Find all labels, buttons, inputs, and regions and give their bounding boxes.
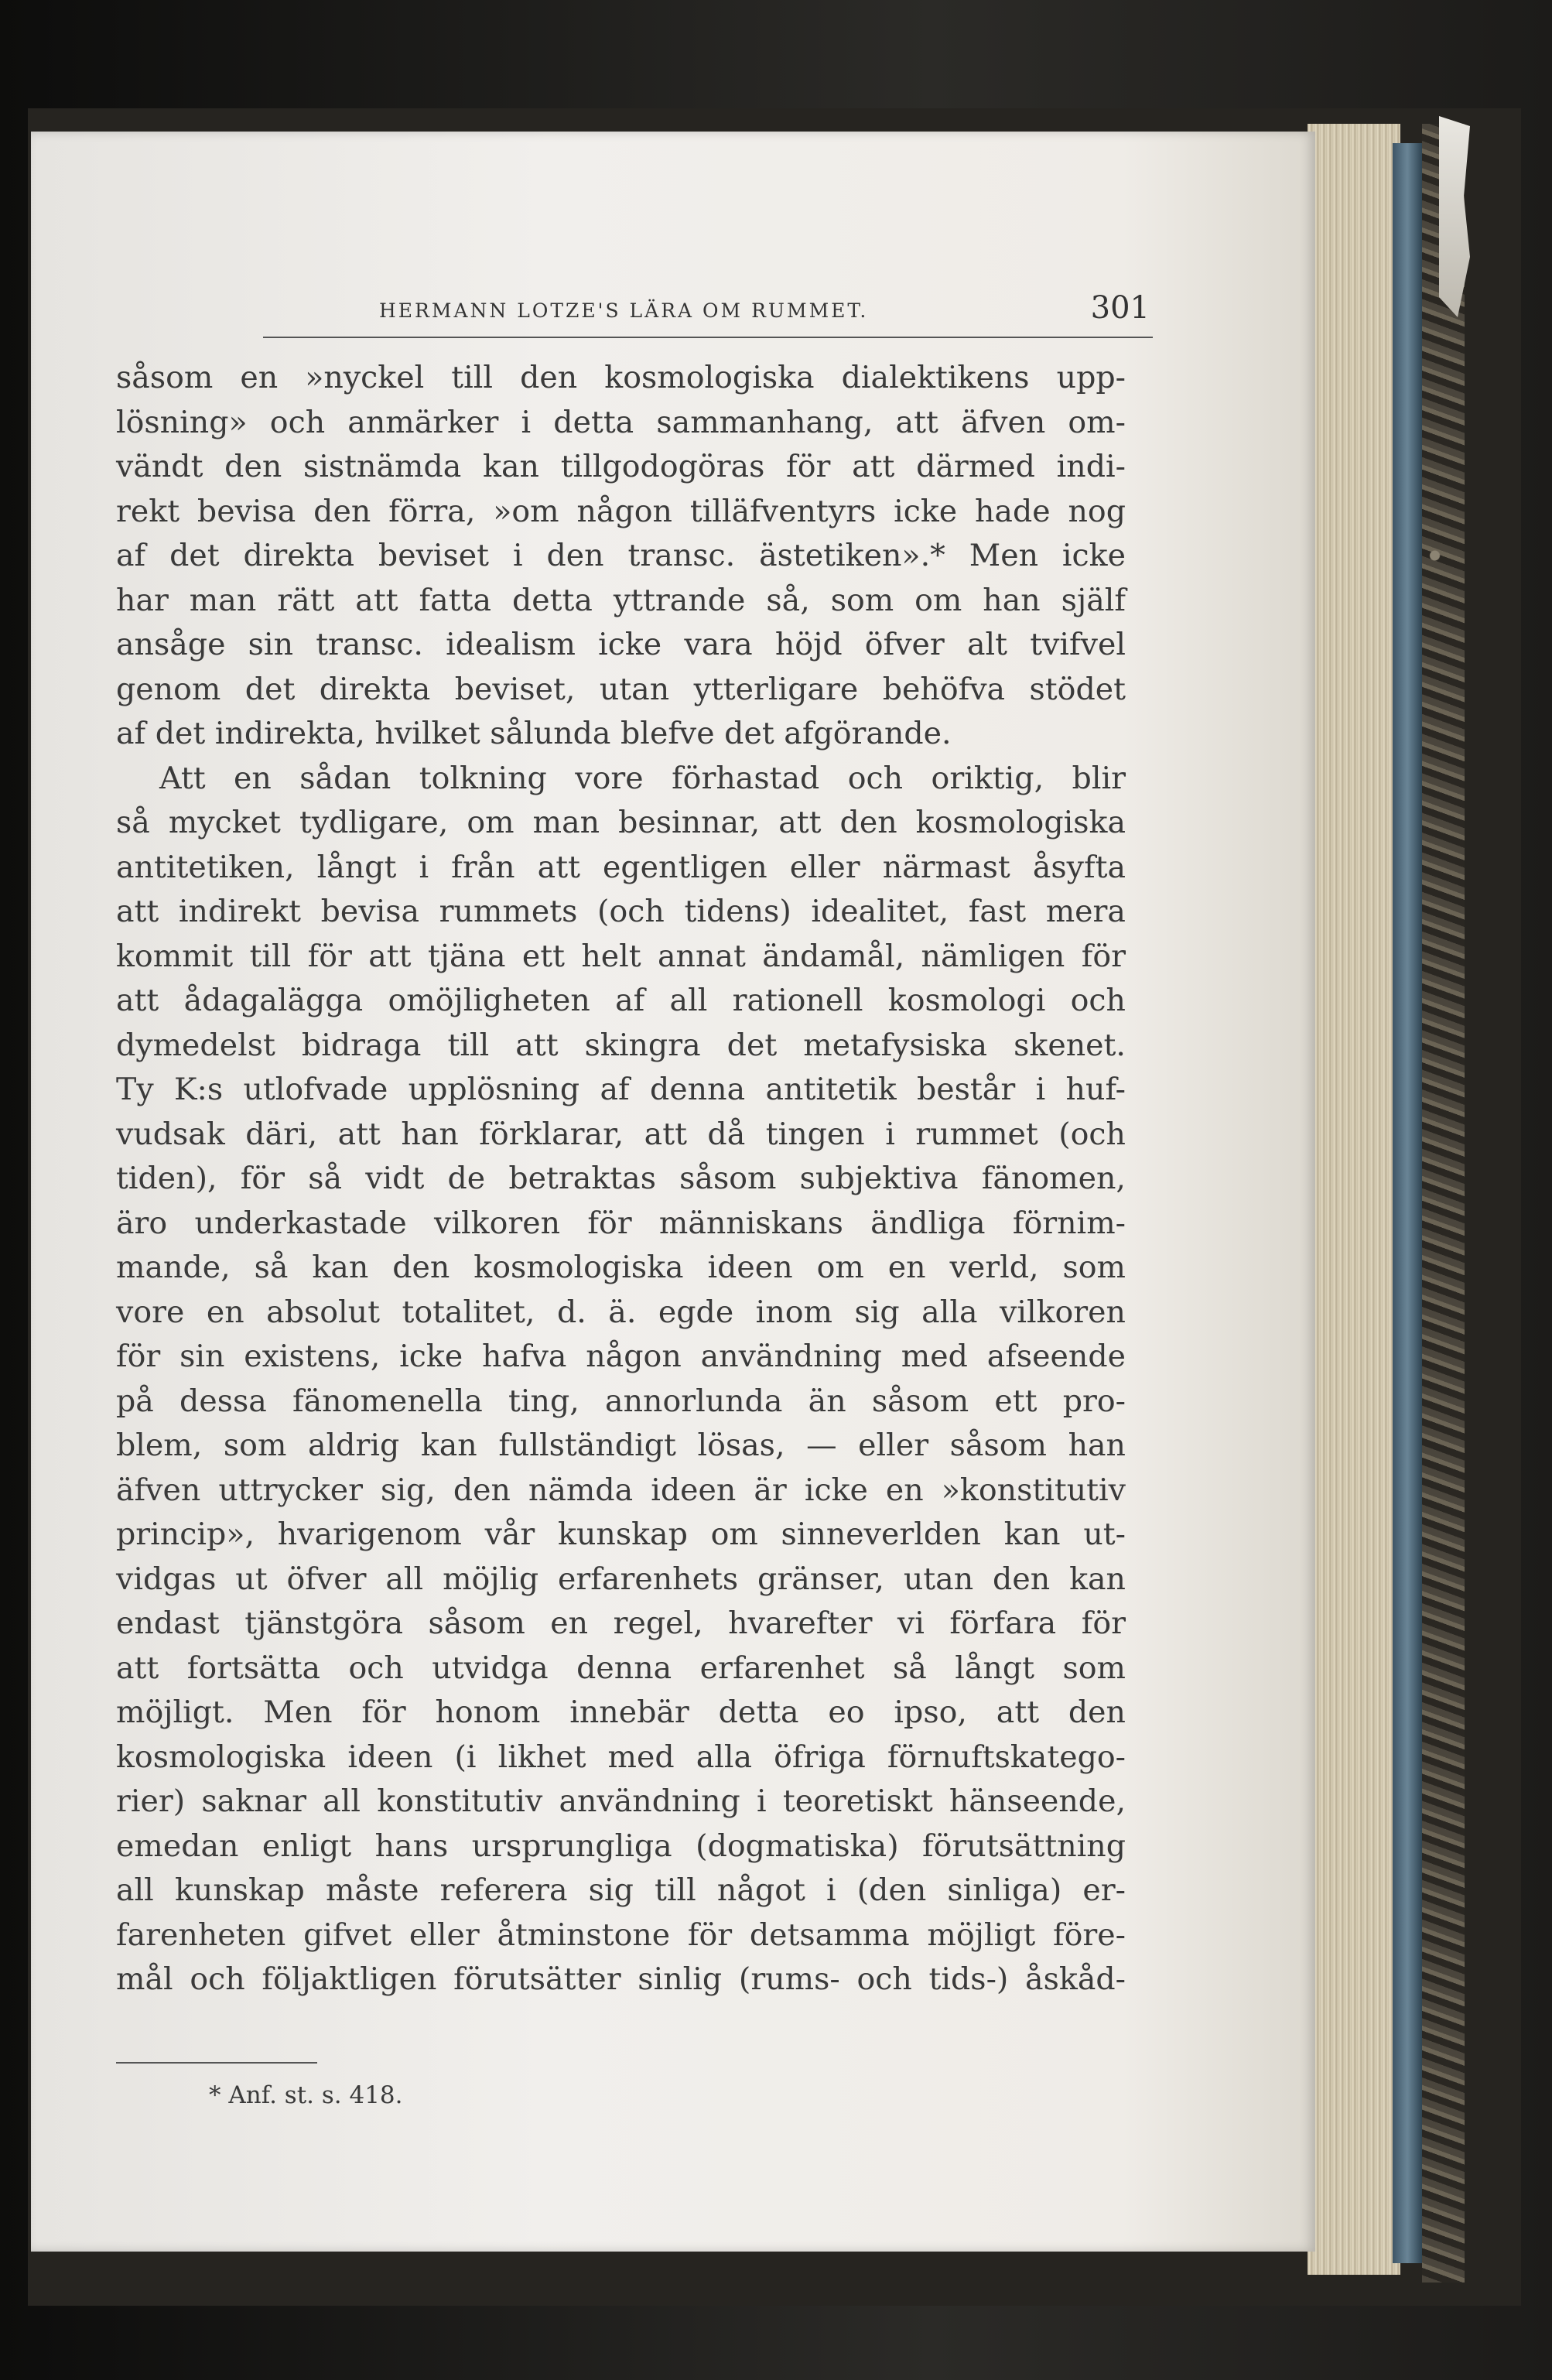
text-line: lösning» och anmärker i detta sammanhang, att äfven om- xyxy=(116,404,1126,440)
text-line: att fortsätta och utvidga denna erfarenhet så långt som xyxy=(116,1650,1126,1686)
text-line: äro underkastade vilkoren för människans ändliga förnim- xyxy=(116,1205,1126,1241)
text-line: ansåge sin transc. idealism icke vara höjd öfver alt tvifvel xyxy=(116,627,1126,662)
book-spine xyxy=(1393,143,1422,2263)
book-cover-board xyxy=(1422,124,1465,2283)
text-line: tiden), för så vidt de betraktas såsom subjektiva fänomen, xyxy=(116,1161,1126,1196)
footnote-rule xyxy=(116,2062,317,2064)
text-line: Ty K:s utlofvade upplösning af denna antitetik består i huf- xyxy=(116,1072,1126,1107)
text-line: vore en absolut totalitet, d. ä. egde inom sig alla vilkoren xyxy=(116,1294,1126,1330)
text-line: äfven uttrycker sig, den nämda ideen är icke en »konstitutiv xyxy=(116,1472,1126,1508)
text-line: dymedelst bidraga till att skingra det metafysiska skenet. xyxy=(116,1027,1126,1063)
text-line: princip», hvarigenom vår kunskap om sinneverlden kan ut- xyxy=(116,1517,1126,1552)
text-line: mande, så kan den kosmologiska ideen om en verld, som xyxy=(116,1250,1126,1285)
running-head xyxy=(263,290,1153,338)
paragraph-start-line: Att en sådan tolkning vore förhastad och oriktig, blir xyxy=(159,760,1126,796)
text-line: endast tjänstgöra såsom en regel, hvarefter vi förfara för xyxy=(116,1605,1126,1641)
text-line: mål och följaktligen förutsätter sinlig (rums- och tids-) åskåd- xyxy=(116,1961,1126,1997)
text-line: rekt bevisa den förra, »om någon tilläfventyrs icke hade nog xyxy=(116,493,1126,529)
text-line: på dessa fänomenella ting, annorlunda än såsom ett pro- xyxy=(116,1383,1126,1419)
text-line: farenheten gifvet eller åtminstone för detsamma möjligt före- xyxy=(116,1917,1126,1953)
text-line: möjligt. Men för honom innebär detta eo ipso, att den xyxy=(116,1694,1126,1730)
text-line: genom det direkta beviset, utan ytterligare behöfva stödet xyxy=(116,671,1126,707)
page-edges xyxy=(1308,124,1400,2275)
text-line: antitetiken, långt i från att egentligen eller närmast åsyfta xyxy=(116,849,1126,885)
text-line: vidgas ut öfver all möjlig erfarenhets gränser, utan den kan xyxy=(116,1561,1126,1597)
footnote: * Anf. st. s. 418. xyxy=(209,2081,403,2109)
text-line: har man rätt att fatta detta yttrande så, som om han själf xyxy=(116,582,1126,618)
text-line: af det direkta beviset i den transc. ästetiken».* Men icke xyxy=(116,538,1126,573)
text-line: att ådagalägga omöjligheten af all rationell kosmologi och xyxy=(116,983,1126,1018)
text-line: för sin existens, icke hafva någon användning med afseende xyxy=(116,1339,1126,1374)
text-line: emedan enligt hans ursprungliga (dogmatiska) förutsättning xyxy=(116,1828,1126,1864)
text-line: att indirekt bevisa rummets (och tidens) idealitet, fast mera xyxy=(116,894,1126,929)
running-title: HERMANN LOTZE'S LÄRA OM RUMMET. xyxy=(379,299,869,322)
book-page xyxy=(31,132,1315,2252)
text-line: vändt den sistnämda kan tillgodogöras för att därmed indi- xyxy=(116,449,1126,484)
page-number: 301 xyxy=(1090,290,1150,326)
text-line: af det indirekta, hvilket sålunda blefve det afgörande. xyxy=(116,716,952,751)
text-line: kommit till för att tjäna ett helt annat ändamål, nämligen för xyxy=(116,938,1126,974)
text-line: så mycket tydligare, om man besinnar, att den kosmologiska xyxy=(116,805,1126,840)
text-line: rier) saknar all konstitutiv användning i teoretiskt hänseende, xyxy=(116,1783,1126,1819)
text-line: såsom en »nyckel till den kosmologiska dialektikens upp- xyxy=(116,360,1126,395)
text-line: vudsak däri, att han förklarar, att då tingen i rummet (och xyxy=(116,1116,1126,1152)
text-line: blem, som aldrig kan fullständigt lösas, — eller såsom han xyxy=(116,1428,1126,1463)
text-line: all kunskap måste referera sig till något i (den sinliga) er- xyxy=(116,1872,1126,1908)
text-line: kosmologiska ideen (i likhet med alla öfriga förnuftskatego- xyxy=(116,1739,1126,1775)
body-text xyxy=(116,356,1126,2002)
